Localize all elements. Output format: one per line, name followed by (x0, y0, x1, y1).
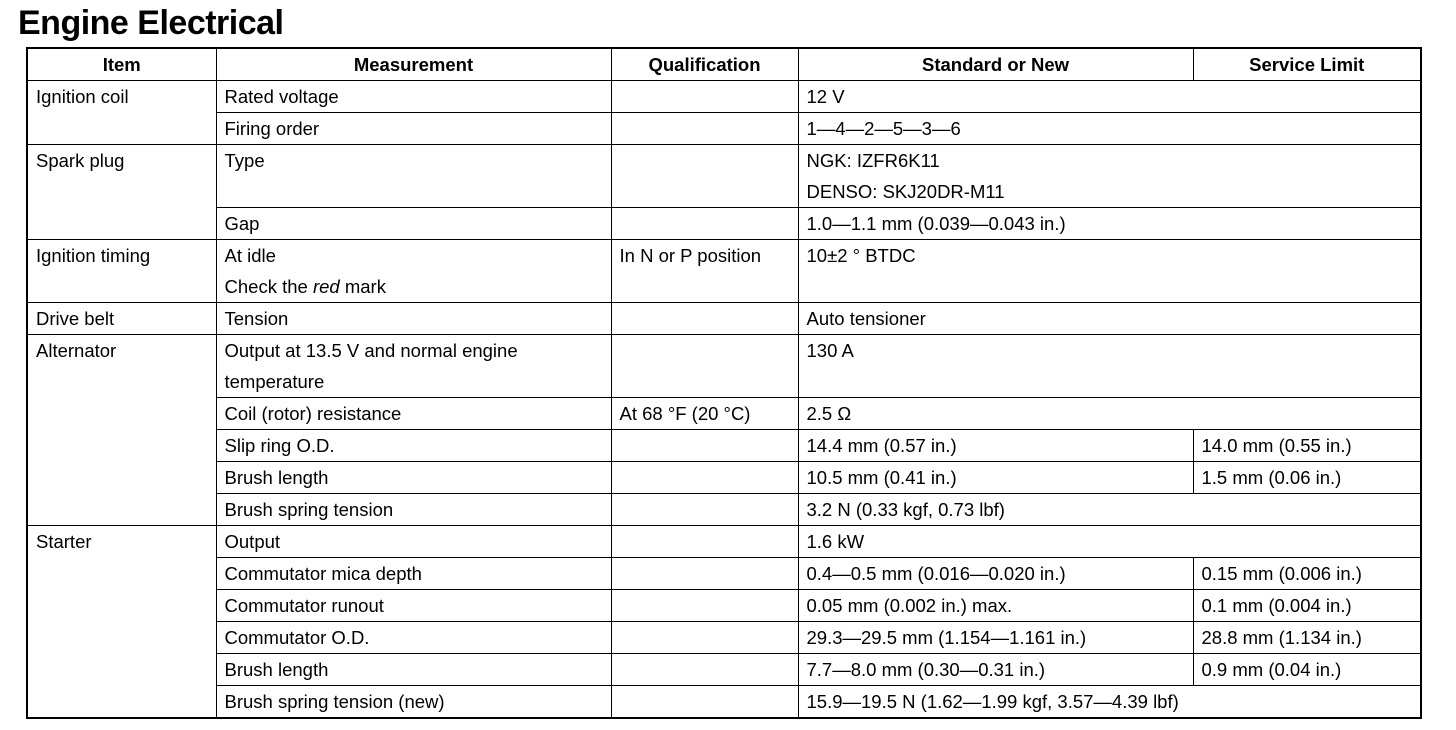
service-limit-cell: 0.9 mm (0.04 in.) (1193, 654, 1421, 686)
standard-cell: 130 A (798, 335, 1421, 398)
standard-cell: 29.3—29.5 mm (1.154—1.161 in.) (798, 622, 1193, 654)
service-limit-cell: 14.0 mm (0.55 in.) (1193, 430, 1421, 462)
measurement-text: Check the (224, 276, 313, 297)
table-row (27, 462, 1421, 494)
qualification-cell (611, 526, 798, 558)
measurement-cell: Gap (216, 208, 611, 240)
measurement-cell: Brush spring tension (216, 494, 611, 526)
item-cell: Drive belt (27, 303, 216, 335)
measurement-cell: Brush length (216, 654, 611, 686)
qualification-cell (611, 208, 798, 240)
table-row (27, 526, 1421, 558)
qualification-cell (611, 558, 798, 590)
standard-cell: 3.2 N (0.33 kgf, 0.73 lbf) (798, 494, 1421, 526)
engine-electrical-spec-table (26, 47, 1422, 719)
table-row (27, 430, 1421, 462)
standard-cell: 14.4 mm (0.57 in.) (798, 430, 1193, 462)
table-row (27, 590, 1421, 622)
qualification-cell (611, 654, 798, 686)
service-limit-cell: 0.15 mm (0.006 in.) (1193, 558, 1421, 590)
page-title: Engine Electrical (18, 4, 284, 42)
qualification-cell (611, 81, 798, 113)
service-limit-cell: 0.1 mm (0.004 in.) (1193, 590, 1421, 622)
measurement-cell (216, 240, 611, 303)
standard-cell: 1—4—2—5—3—6 (798, 113, 1421, 145)
item-cell: Alternator (27, 335, 216, 526)
measurement-cell: Commutator runout (216, 590, 611, 622)
qualification-cell (611, 590, 798, 622)
measurement-cell: Commutator mica depth (216, 558, 611, 590)
qualification-cell: At 68 °F (20 °C) (611, 398, 798, 430)
qualification-cell: In N or P position (611, 240, 798, 303)
measurement-emphasis: red (312, 276, 340, 297)
standard-cell: 7.7—8.0 mm (0.30—0.31 in.) (798, 654, 1193, 686)
qualification-cell (611, 145, 798, 208)
standard-cell (798, 145, 1421, 208)
measurement-cell: Brush length (216, 462, 611, 494)
qualification-cell (611, 335, 798, 398)
header-qualification: Qualification (611, 48, 798, 81)
measurement-cell: Tension (216, 303, 611, 335)
measurement-line: temperature (224, 371, 325, 392)
table-row (27, 113, 1421, 145)
standard-cell: 0.4—0.5 mm (0.016—0.020 in.) (798, 558, 1193, 590)
standard-cell: 1.0—1.1 mm (0.039—0.043 in.) (798, 208, 1421, 240)
measurement-cell: Rated voltage (216, 81, 611, 113)
header-item: Item (27, 48, 216, 81)
qualification-cell (611, 622, 798, 654)
table-row (27, 398, 1421, 430)
table-row (27, 622, 1421, 654)
item-cell: Starter (27, 526, 216, 719)
measurement-cell: Slip ring O.D. (216, 430, 611, 462)
standard-cell: 0.05 mm (0.002 in.) max. (798, 590, 1193, 622)
table-row (27, 686, 1421, 719)
measurement-line: At idle (224, 245, 276, 266)
service-limit-cell: 28.8 mm (1.134 in.) (1193, 622, 1421, 654)
item-cell: Spark plug (27, 145, 216, 240)
header-standard: Standard or New (798, 48, 1193, 81)
standard-line: NGK: IZFR6K11 (806, 150, 940, 171)
standard-cell: 2.5 Ω (798, 398, 1421, 430)
table-row (27, 654, 1421, 686)
table-row (27, 558, 1421, 590)
measurement-cell: Brush spring tension (new) (216, 686, 611, 719)
standard-cell: 12 V (798, 81, 1421, 113)
standard-cell: 10±2 ° BTDC (798, 240, 1421, 303)
service-limit-cell: 1.5 mm (0.06 in.) (1193, 462, 1421, 494)
standard-line: DENSO: SKJ20DR-M11 (806, 181, 1005, 202)
header-measurement: Measurement (216, 48, 611, 81)
qualification-cell (611, 113, 798, 145)
measurement-cell: Commutator O.D. (216, 622, 611, 654)
measurement-text: mark (339, 276, 386, 297)
table-row (27, 240, 1421, 303)
table-row (27, 81, 1421, 113)
measurement-line (225, 271, 603, 302)
table-row (27, 208, 1421, 240)
standard-cell: 1.6 kW (798, 526, 1421, 558)
header-service-limit: Service Limit (1193, 48, 1421, 81)
qualification-cell (611, 686, 798, 719)
measurement-cell: Type (216, 145, 611, 208)
qualification-cell (611, 303, 798, 335)
measurement-line: Output at 13.5 V and normal engine (224, 340, 518, 361)
qualification-cell (611, 494, 798, 526)
standard-cell: 15.9—19.5 N (1.62—1.99 kgf, 3.57—4.39 lbf) (798, 686, 1421, 719)
table-row (27, 303, 1421, 335)
qualification-cell (611, 430, 798, 462)
table-row (27, 494, 1421, 526)
measurement-cell: Coil (rotor) resistance (216, 398, 611, 430)
item-cell: Ignition coil (27, 81, 216, 145)
qualification-cell (611, 462, 798, 494)
measurement-cell: Firing order (216, 113, 611, 145)
table-row (27, 335, 1421, 398)
standard-cell: Auto tensioner (798, 303, 1421, 335)
header-row (27, 48, 1421, 81)
measurement-cell (216, 335, 611, 398)
measurement-cell: Output (216, 526, 611, 558)
item-cell: Ignition timing (27, 240, 216, 303)
standard-cell: 10.5 mm (0.41 in.) (798, 462, 1193, 494)
table-row (27, 145, 1421, 208)
